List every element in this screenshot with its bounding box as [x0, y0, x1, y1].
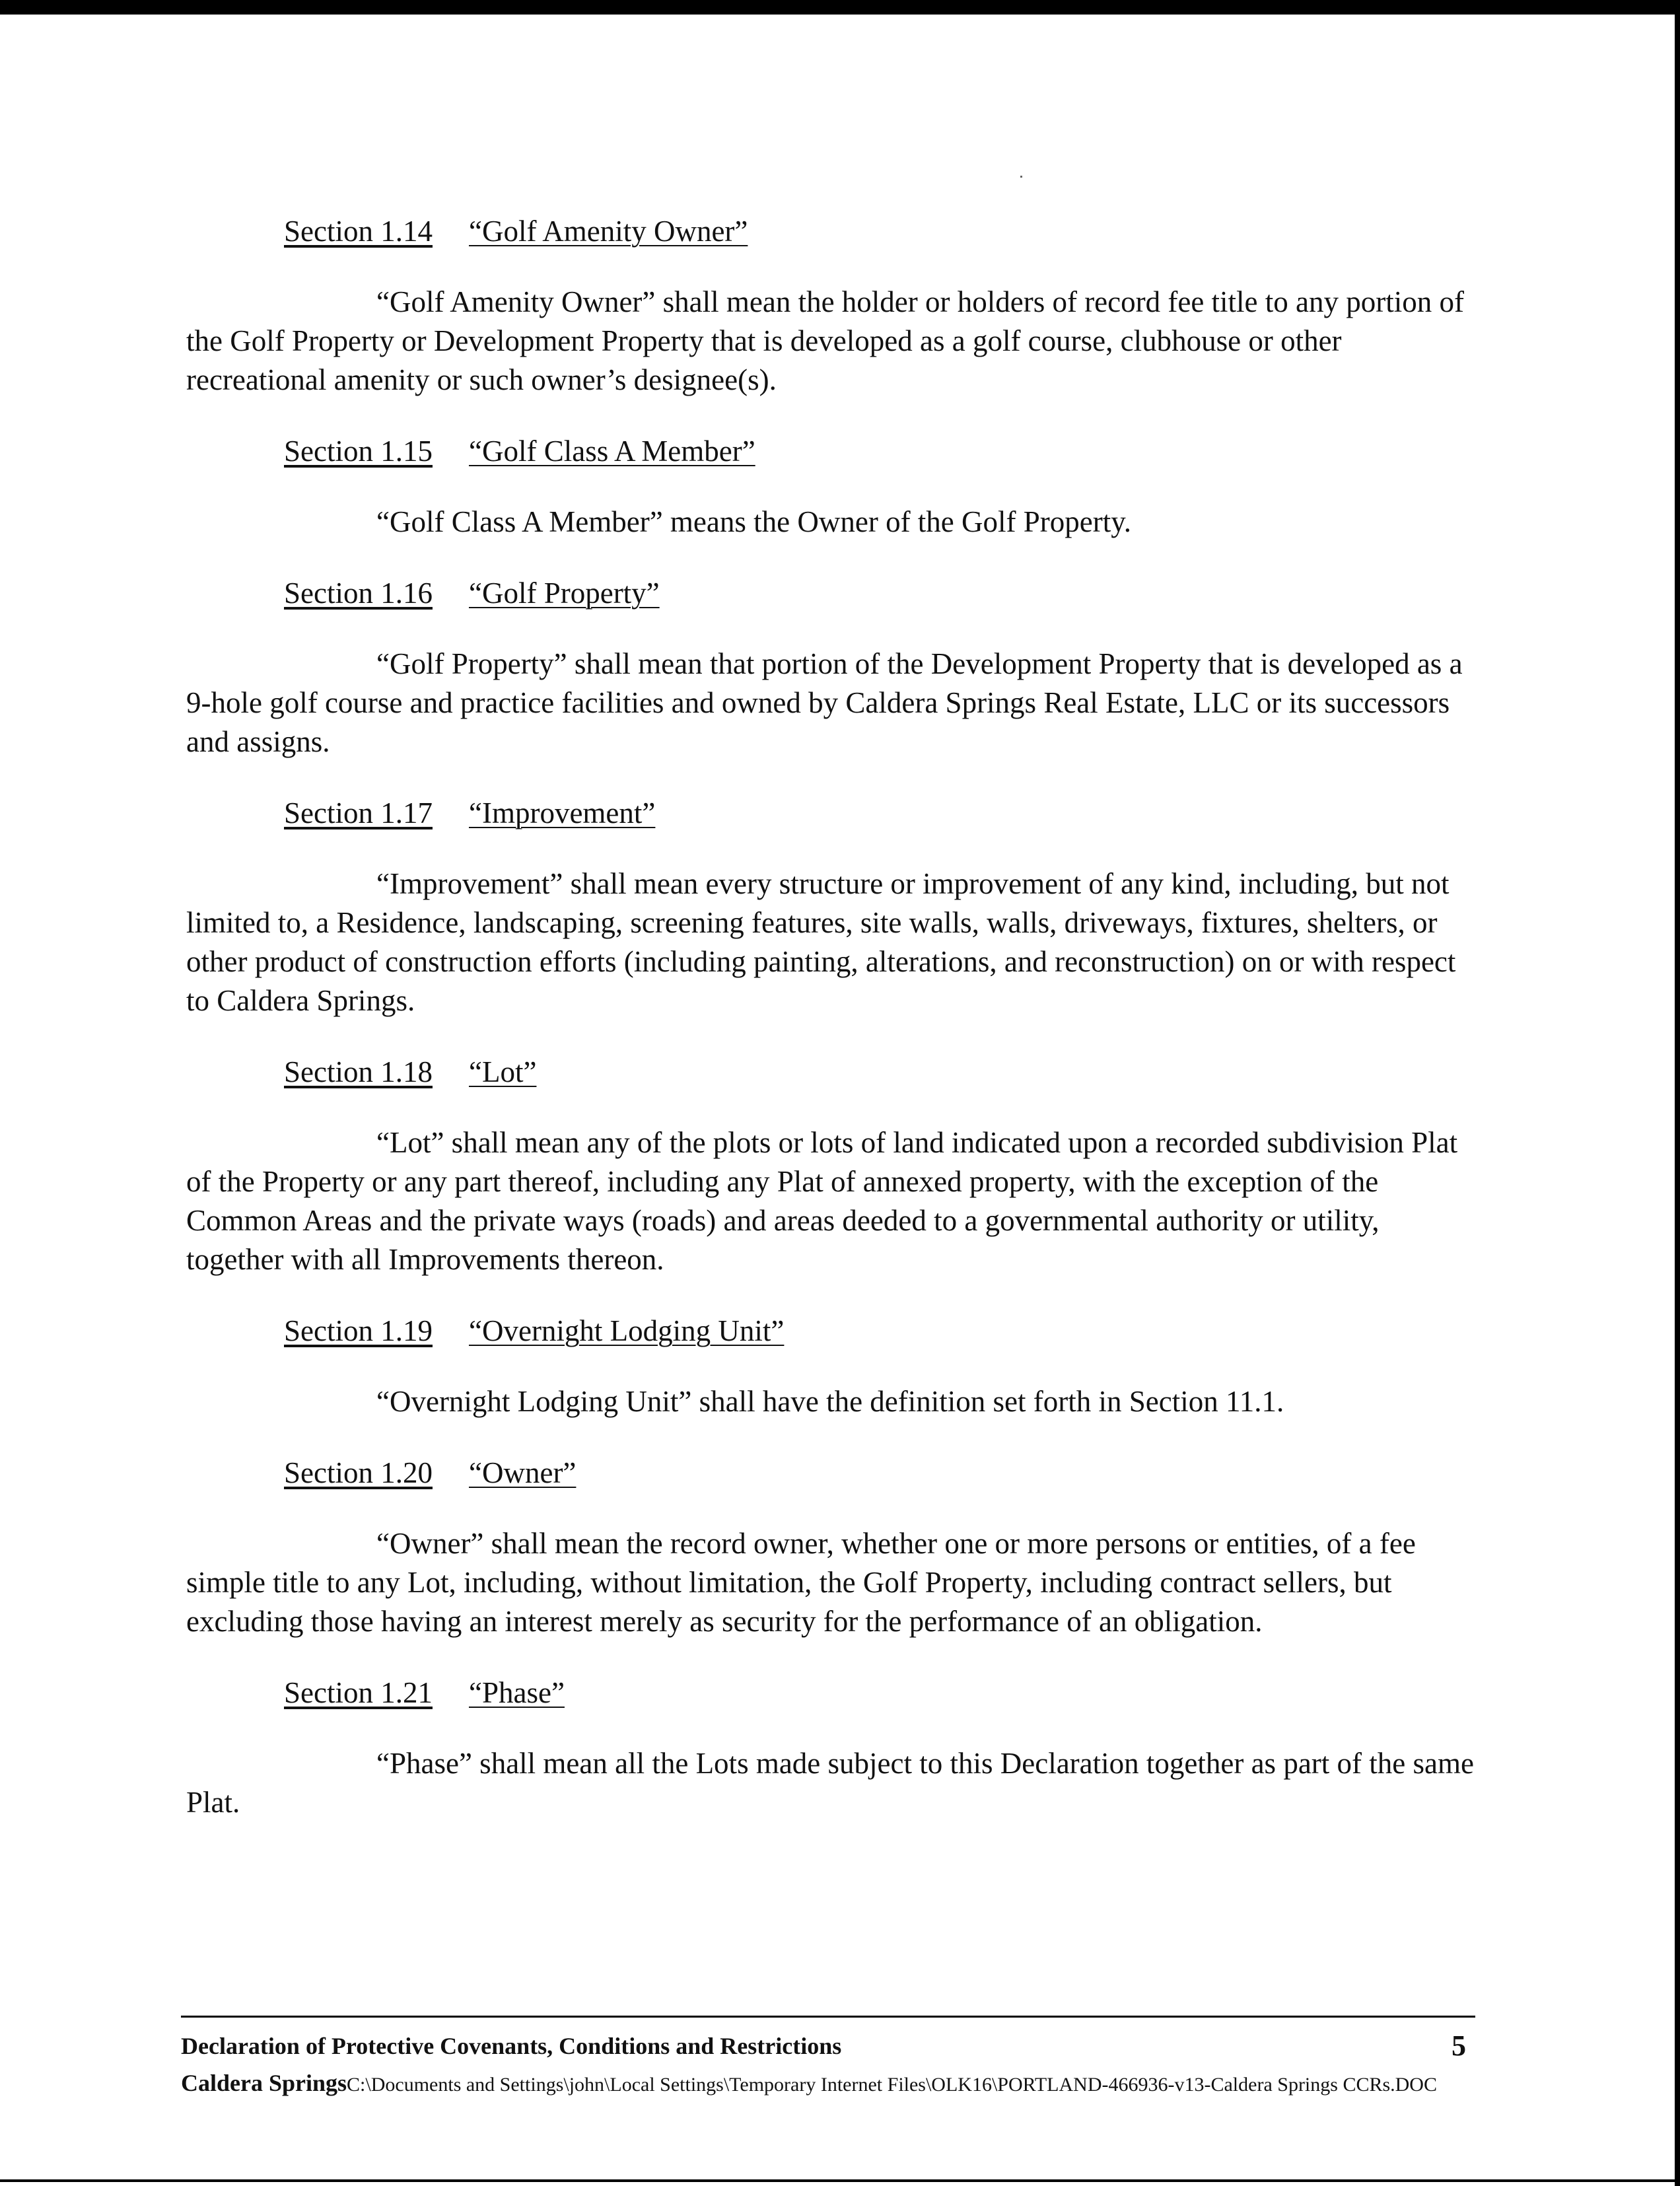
scan-bottom-border: [0, 2179, 1680, 2182]
scan-speck: [1020, 176, 1022, 178]
section-paragraph: “Golf Property” shall mean that portion of the Development Property that is developed as a 9-hole golf course and practice facilities and owned by Caldera Springs Real Estate, LLC or its successors and assigns.: [186, 647, 1463, 758]
section-paragraph: “Golf Class A Member” means the Owner of the Golf Property.: [376, 505, 1132, 538]
section-paragraph: “Lot” shall mean any of the plots or lots of land indicated upon a recorded subdivision Plat of the Property or any part thereof, including any Plat of annexed property, with the exception of the Common Areas and the private ways (roads) and areas deeded to a governmental authority or utility, together with all Improvements thereon.: [186, 1126, 1458, 1276]
section-paragraph: “Improvement” shall mean every structure or improvement of any kind, including, but not limited to, a Residence, landscaping, screening features, site walls, walls, driveways, fixtures, shelters, or other product of construction efforts (including painting, alterations, and reconstruction) on or with respect to Caldera Springs.: [186, 867, 1456, 1017]
footer-title-row: [181, 2031, 1475, 2061]
section-heading: Section 1.18 “Lot”: [284, 1055, 537, 1088]
page-number: 5: [1452, 2029, 1466, 2062]
section-paragraph: “Phase” shall mean all the Lots made subject to this Declaration together as part of the same Plat.: [186, 1747, 1474, 1819]
section-heading: Section 1.21 “Phase”: [284, 1676, 565, 1709]
section-title: “Overnight Lodging Unit”: [469, 1314, 785, 1347]
footer-document-title: Declaration of Protective Covenants, Conditions and Restrictions: [181, 2033, 842, 2059]
section-title: “Owner”: [469, 1456, 577, 1489]
page-footer: [181, 2016, 1475, 2101]
scan-right-border: [1675, 0, 1680, 2186]
section-heading: Section 1.15 “Golf Class A Member”: [284, 435, 755, 468]
section-title: “Improvement”: [469, 796, 656, 829]
section-paragraph: “Owner” shall mean the record owner, whether one or more persons or entities, of a fee simple title to any Lot, including, without limitation, the Golf Property, including contract sellers, but excluding those having an interest merely as security for the performance of an obligation.: [186, 1527, 1416, 1638]
section-title: “Golf Class A Member”: [469, 435, 755, 468]
section-heading: Section 1.20 “Owner”: [284, 1456, 577, 1489]
footer-file-path: C:\Documents and Settings\john\Local Settings\Temporary Internet Files\OLK16\PORTLAND-466936-v13-Caldera Springs CCRs.DOC: [347, 2074, 1437, 2096]
footer-project-name: Caldera Springs: [181, 2070, 347, 2096]
section-paragraph: “Golf Amenity Owner” shall mean the holder or holders of record fee title to any portion of the Golf Property or Development Property that is developed as a golf course, clubhouse or other recreational amenity or such owner’s designee(s).: [186, 285, 1464, 396]
section-heading: Section 1.16 “Golf Property”: [284, 577, 660, 610]
section-title: “Phase”: [469, 1676, 565, 1709]
section-heading: Section 1.17 “Improvement”: [284, 796, 656, 829]
section-title: “Golf Amenity Owner”: [469, 215, 748, 248]
section-heading: Section 1.19 “Overnight Lodging Unit”: [284, 1314, 785, 1347]
section-paragraph: “Overnight Lodging Unit” shall have the definition set forth in Section 11.1.: [376, 1385, 1284, 1418]
scan-top-border: [0, 0, 1680, 15]
section-title: “Lot”: [469, 1055, 537, 1088]
section-heading: Section 1.14 “Golf Amenity Owner”: [284, 215, 748, 248]
section-title: “Golf Property”: [469, 577, 660, 610]
document-body: [186, 211, 1474, 1854]
footer-file-row: [181, 2066, 1475, 2101]
